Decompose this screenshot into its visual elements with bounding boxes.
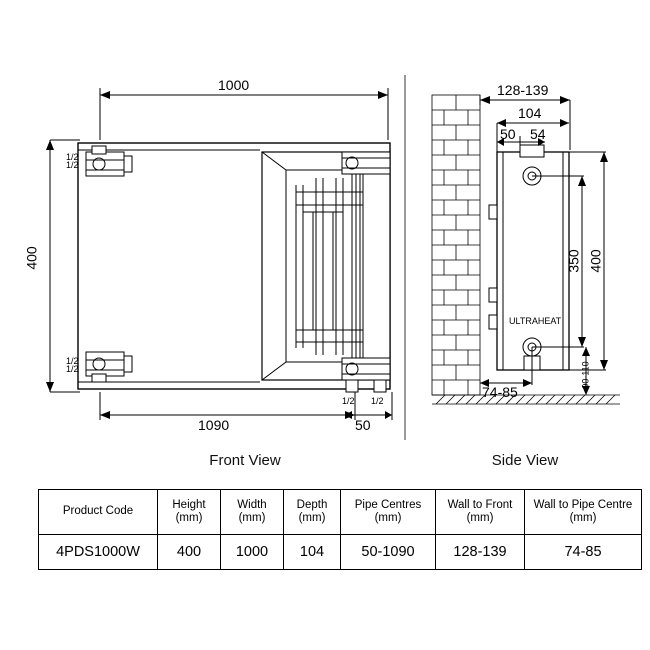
cell-product-code: 4PDS1000W [39, 535, 158, 570]
side-radiator-body [489, 145, 569, 370]
front-width-dimension [100, 88, 388, 140]
header-title: Pipe Centres [354, 498, 422, 511]
header-title: Width [237, 498, 267, 511]
front-pipecentre-label: 1090 [198, 417, 230, 433]
specification-table [38, 489, 642, 570]
front-view-caption: Front View [209, 452, 281, 469]
header-title: Depth [296, 498, 328, 511]
front-half-inch-label-4: 1/2 [66, 364, 79, 374]
front-fin-block [262, 152, 390, 380]
header-cell-width [221, 490, 284, 535]
header-title: Product Code [62, 505, 134, 518]
header-cell-product-code [39, 490, 158, 535]
front-half-inch-label-6: 1/2 [371, 396, 384, 406]
side-350-label: 350 [565, 249, 582, 273]
front-half-inch-label-5: 1/2 [342, 396, 355, 406]
front-view-group [46, 88, 392, 420]
cell-wall-to-front: 128-139 [436, 535, 525, 570]
header-cell-height [158, 490, 221, 535]
brand-label: ULTRAHEAT [509, 316, 562, 326]
floor-hatching [432, 395, 620, 404]
header-cell-wall-to-front [436, 490, 525, 535]
header-unit: (mm) [298, 512, 326, 524]
table-header-row [39, 490, 642, 535]
side-offset-54-label: 54 [530, 126, 546, 142]
front-half-inch-label-3: 1/2 [66, 356, 79, 366]
header-title: Height [172, 498, 206, 511]
cell-wall-to-pipe-centre: 74-85 [525, 535, 642, 570]
side-view-caption: Side View [491, 452, 559, 469]
side-wall-to-front-label: 128-139 [497, 82, 549, 98]
table-row [39, 535, 642, 570]
front-top-right-valve [342, 152, 390, 174]
header-cell-pipe-centres [341, 490, 436, 535]
wall-hatching [432, 95, 480, 395]
side-400-label: 400 [587, 249, 604, 273]
cell-depth: 104 [284, 535, 341, 570]
front-height-dimension [46, 140, 80, 392]
header-unit: (mm) [175, 512, 203, 524]
header-cell-depth [284, 490, 341, 535]
front-pipecentre-dimension [100, 392, 355, 420]
front-50-label: 50 [355, 417, 371, 433]
side-offset-50-label: 50 [500, 126, 516, 142]
front-half-inch-label-2: 1/2 [66, 160, 79, 170]
header-title: Wall to Front [447, 498, 513, 511]
cell-height: 400 [158, 535, 221, 570]
header-unit: (mm) [374, 512, 402, 524]
front-height-label: 400 [23, 246, 40, 270]
header-unit: (mm) [238, 512, 266, 524]
front-half-inch-label-1: 1/2 [66, 152, 79, 162]
side-floor-to-pipe-label: 90-110 [580, 361, 591, 389]
header-cell-wall-to-pipe-centre [525, 490, 642, 535]
side-depth-label: 104 [518, 105, 542, 121]
side-wall-to-pipe-label: 74-85 [482, 384, 518, 400]
cell-pipe-centres: 50-1090 [341, 535, 436, 570]
front-width-label: 1000 [218, 77, 250, 93]
header-unit: (mm) [466, 512, 494, 524]
header-title: Wall to Pipe Centre [533, 498, 633, 511]
cell-width: 1000 [221, 535, 284, 570]
header-unit: (mm) [569, 512, 597, 524]
